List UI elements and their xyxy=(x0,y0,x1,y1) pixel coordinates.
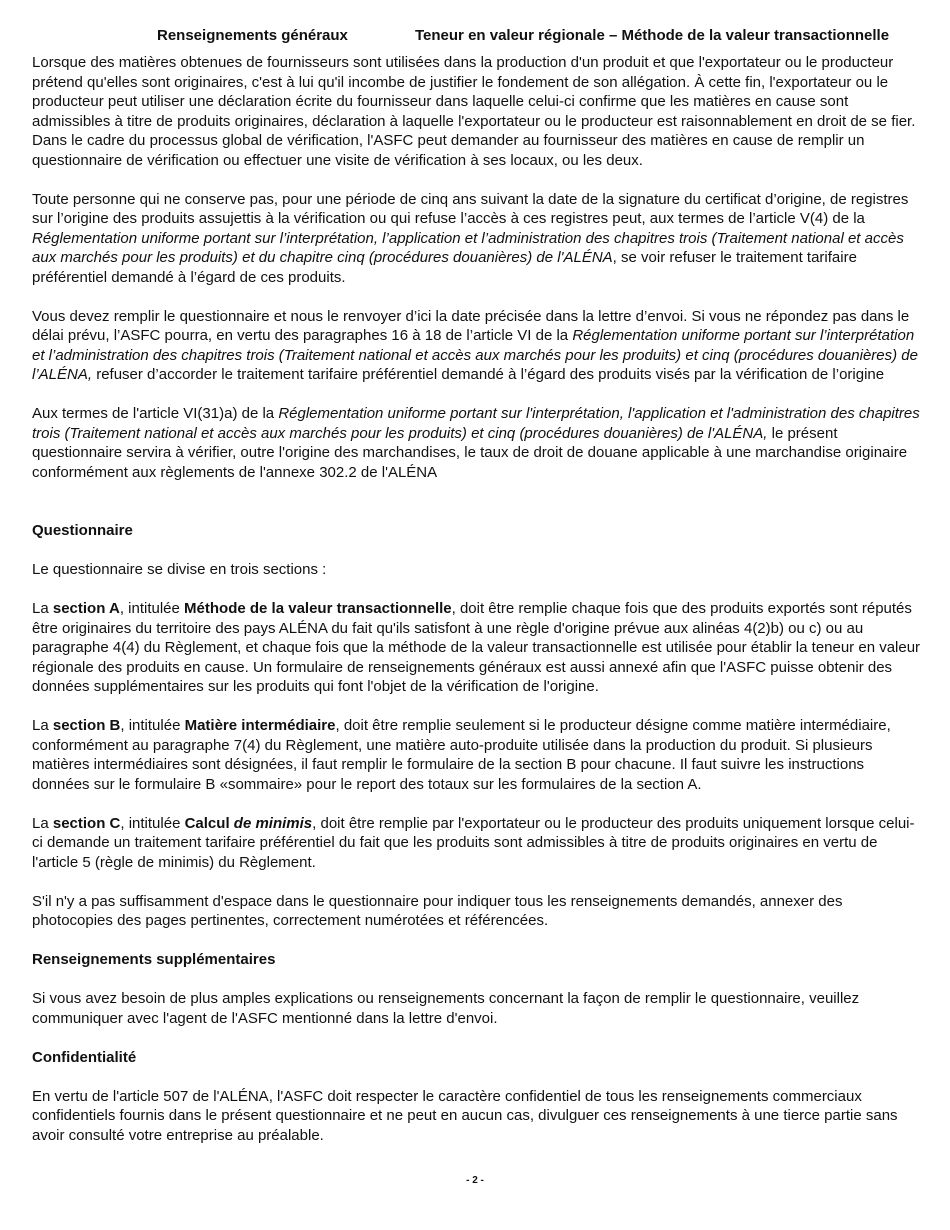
text-run: , intitulée xyxy=(120,814,185,832)
text-run: , doit être remplie chaque fois que des produits exportés sont réputés être originaires du territoire des pays ALÉNA du fait qu'ils satisfont à une règle d'origine prévue aux alinéas 4(2)b) ou c) ou au paragraphe 4(4) du Règlement, et chaque fois que la méthode de la valeur transactionnelle est utilisée pour établir la teneur en valeur régionale des produits en cause. Un formulaire de renseignements généraux est aussi annexé afin que l'ASFC puisse obtenir des données supplémentaires sur les produits qui font l'objet de la vérification de l'origine. xyxy=(32,600,921,695)
text-run: refuser d’accorder le traitement tarifaire préférentiel demandé à l’égard des produits visés par la vérification de l’origine xyxy=(92,366,885,383)
section-a-description xyxy=(32,599,922,697)
text-run: Aux termes de l'article VI(31)a) de la xyxy=(32,405,279,422)
confidentiality-text: En vertu de l'article 507 de l'ALÉNA, l'ASFC doit respecter le caractère confidentiel de tous les renseignements commerciaux confidentiels fournis dans le présent questionnaire et ne peut en aucun cas, divulguer ces renseignements à une tierce partie sans avoir consulté votre entreprise au préalable. xyxy=(32,1087,898,1144)
paragraph-supplier-materials: Lorsque des matières obtenues de fournisseurs sont utilisées dans la production d'un produit et que l'exportateur ou le producteur prétend qu'elles sont originaires, c'est à lui qu'il incombe de justifier le fondement de son allégation. À cette fin, l'exportateur ou le producteur peut utiliser une déclaration écrite du fournisseur dans laquelle celui-ci confirme que les matières en cause sont admissibles à titre de produits originaires, déclaration à laquelle l'exportateur ou le producteur est raisonnablement en droit de se fier. Dans le cadre du processus global de vérification, l'ASFC peut demander au fournisseur des matières en cause de remplir un questionnaire de vérification ou effectuer une visite de vérification à ses locaux, ou les deux. xyxy=(32,54,916,169)
text-run: , intitulée xyxy=(119,600,185,617)
regulation-title: Réglementation uniforme portant sur l’interprétation et l’administration des chapitres trois (Traitement national et accès aux marchés pour les produits) et cinq (procédures douanières) de l’ALÉNA, xyxy=(32,327,918,383)
section-c-title-italic: de minimis xyxy=(233,814,313,832)
paragraph-deadline xyxy=(32,307,922,385)
spacer xyxy=(32,502,922,522)
section-b-title: Matière intermédiaire xyxy=(184,717,336,734)
space-note: S'il n'y a pas suffisamment d'espace dans le questionnaire pour indiquer tous les renseignements demandés, annexer des photocopies des pages pertinentes, correctement numérotées et référencées. xyxy=(32,892,843,929)
text-run: Toute personne qui ne conserve pas, pour une période de cinq ans suivant la date de la signature du certificat d’origine, de registres sur l’origine des produits assujettis à la vérification ou qui refuse l’accès à ces registres peut, aux termes de l’article V(4) de la xyxy=(32,190,909,227)
header-right-title: Teneur en valeur régionale – Méthode de la valeur transactionnelle xyxy=(415,27,890,44)
text-run: , se voir refuser le traitement tarifaire préférentiel demandé à l’égard de ces produits. xyxy=(32,249,857,286)
supplementary-text: Si vous avez besoin de plus amples explications ou renseignements concernant la façon de remplir le questionnaire, veuillez communiquer avec l'agent de l'ASFC mentionné dans la lettre d'envoi. xyxy=(32,990,860,1027)
section-c-title: Calcul xyxy=(184,814,234,832)
paragraph-duty-rate xyxy=(32,404,922,482)
section-a-label: section A xyxy=(52,600,120,617)
section-b-description xyxy=(32,716,922,794)
text-run: , doit être remplie seulement si le producteur désigne comme matière intermédiaire, conformément au paragraphe 7(4) du Règlement, une matière auto-produite utilisée dans la production du produit. Si plusieurs matières intermédiaires sont désignées, il faut remplir le formulaire de la section B pour chacune. Il faut suivre les instructions données sur le formulaire B «sommaire» pour le report des totaux sur les formulaires de la section A. xyxy=(32,717,891,793)
text-run: , intitulée xyxy=(120,717,185,734)
text-run: La xyxy=(32,717,53,734)
section-c-description xyxy=(32,814,922,873)
header-left-title: Renseignements généraux xyxy=(157,27,348,44)
supplementary-heading: Renseignements supplémentaires xyxy=(32,951,276,968)
regulation-title: Réglementation uniforme portant sur l’interprétation, l’application et l’administration des chapitres trois (Traitement national et accès aux marchés pour les produits) et du chapitre cinq (procédures douanières) de l'ALÉNA xyxy=(32,229,904,266)
document-body xyxy=(32,53,922,1165)
paragraph-records-retention xyxy=(32,190,922,288)
section-c-label: section C xyxy=(52,814,121,832)
confidentiality-heading: Confidentialité xyxy=(32,1048,137,1066)
questionnaire-heading: Questionnaire xyxy=(32,522,133,539)
regulation-title: Réglementation uniforme portant sur l'interprétation, l'application et l'administration des chapitres trois (Traitement national et accès aux marchés pour les produits) et cinq (procédures douanières) de l'ALÉNA, xyxy=(32,405,920,442)
text-run: , doit être remplie par l'exportateur ou le producteur des produits uniquement lorsque celui-ci demande un traitement tarifaire préférentiel du fait que les produits sont admissibles à titre de produits originaires en vertu de l'article 5 (règle de minimis) du Règlement. xyxy=(32,814,915,871)
text-run: Vous devez remplir le questionnaire et nous le renvoyer d’ici la date précisée dans la lettre d’envoi. Si vous ne répondez pas dans le délai prévu, l’ASFC pourra, en vertu des paragraphes 16 à 18 de l’article VI de la xyxy=(32,307,910,344)
questionnaire-intro: Le questionnaire se divise en trois sections : xyxy=(32,561,327,578)
section-b-label: section B xyxy=(52,717,121,734)
section-a-title: Méthode de la valeur transactionnelle xyxy=(184,600,452,617)
text-run: La xyxy=(32,600,53,617)
page-number: - 2 - xyxy=(466,1175,484,1186)
text-run: La xyxy=(32,814,53,832)
text-run: le présent questionnaire servira à vérifier, outre l'origine des marchandises, le taux de droit de douane applicable à une marchandise originaire conformément aux règlements de l'annexe 302.2 de l'ALÉNA xyxy=(32,424,908,481)
